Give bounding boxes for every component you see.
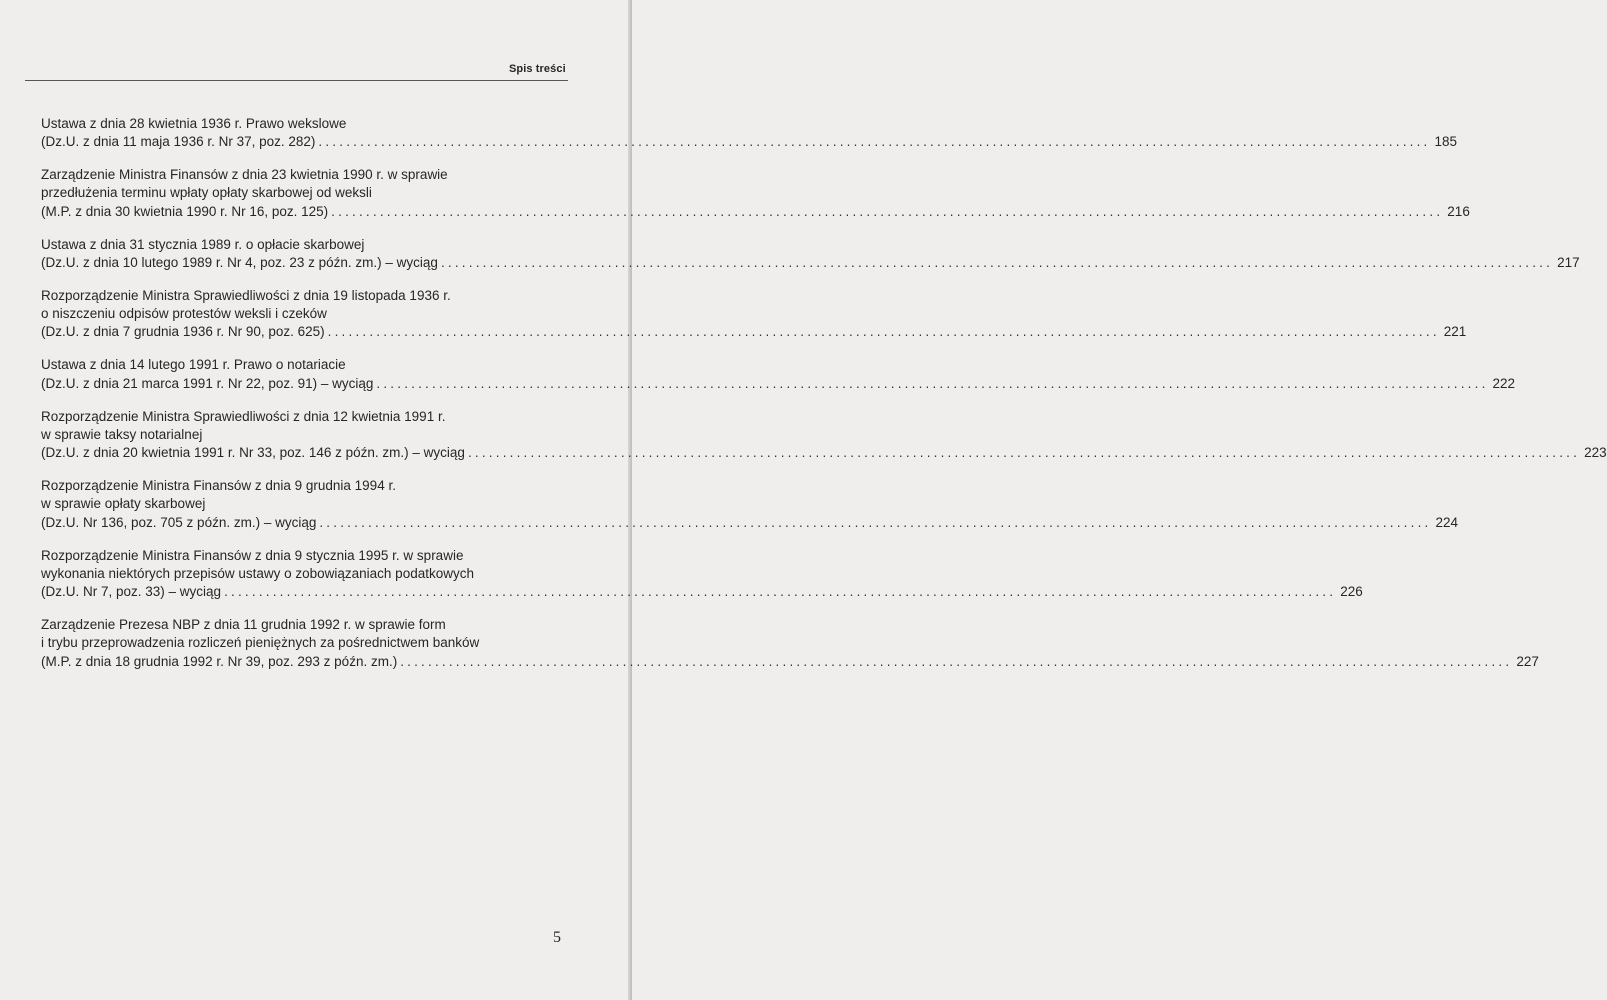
toc-entry-title-line: w sprawie taksy notarialnej: [41, 426, 203, 442]
toc-entry-citation-row: [41, 514, 1459, 532]
dot-leader: ................................................................................................................................................................: [224, 584, 1337, 600]
dot-leader: ................................................................................................................................................................: [331, 203, 1444, 219]
toc-entry-citation-row: [41, 203, 1470, 221]
dot-leader: ................................................................................................................................................................: [400, 653, 1513, 669]
toc-entry-citation-row: [41, 444, 1607, 462]
toc-entry-citation-row: [41, 323, 1467, 341]
toc-entry-page: 221: [1443, 324, 1467, 340]
toc-entry-title-line: Ustawa z dnia 31 stycznia 1989 r. o opłacie skarbowej: [41, 236, 365, 252]
toc-entry-page: 227: [1516, 653, 1539, 669]
toc-entry-citation: (M.P. z dnia 30 kwietnia 1990 r. Nr 16, poz. 125): [41, 203, 329, 219]
toc-entry-title-line: przedłużenia terminu wpłaty opłaty skarbowej od weksli: [41, 185, 372, 201]
toc-entry-citation: (M.P. z dnia 18 grudnia 1992 r. Nr 39, poz. 293 z późn. zm.): [41, 653, 398, 669]
toc-entry: [41, 477, 1459, 532]
toc-entry-citation-row: [41, 653, 1539, 671]
toc-entry: [41, 547, 1363, 602]
toc-entry: [41, 166, 1470, 221]
running-header: Spis treści: [509, 63, 566, 75]
dot-leader: ................................................................................................................................................................: [327, 324, 1440, 340]
toc-entry-page: 223: [1584, 445, 1607, 461]
toc-entry-citation: (Dz.U. Nr 136, poz. 705 z późn. zm.) – wyciąg: [41, 514, 317, 530]
toc-entry-title-line: Zarządzenie Prezesa NBP z dnia 11 grudnia 1992 r. w sprawie form: [41, 616, 446, 632]
toc-entry-page: 224: [1435, 514, 1459, 530]
dot-leader: ................................................................................................................................................................: [467, 445, 1581, 461]
toc-entry: [41, 287, 1467, 342]
toc-entry-title-line: w sprawie opłaty skarbowej: [41, 496, 206, 512]
dot-leader: ................................................................................................................................................................: [376, 375, 1489, 391]
toc-entry-citation: (Dz.U. z dnia 11 maja 1936 r. Nr 37, poz. 282): [41, 134, 316, 150]
dot-leader: ................................................................................................................................................................: [318, 134, 1431, 150]
toc-entry-citation: (Dz.U. z dnia 10 lutego 1989 r. Nr 4, poz. 23 z późn. zm.) – wyciąg: [41, 254, 438, 270]
toc-entry-citation: (Dz.U. z dnia 20 kwietnia 1991 r. Nr 33, poz. 146 z późn. zm.) – wyciąg: [41, 445, 465, 461]
toc-entry-citation-row: [41, 375, 1516, 393]
toc-entry-citation: (Dz.U. z dnia 7 grudnia 1936 r. Nr 90, poz. 625): [41, 324, 325, 340]
toc-entry-title-line: Rozporządzenie Ministra Sprawiedliwości z dnia 12 kwietnia 1991 r.: [41, 408, 446, 424]
table-of-contents: [41, 115, 1607, 685]
toc-entry-title-line: wykonania niektórych przepisów ustawy o zobowiązaniach podatkowych: [41, 565, 474, 581]
toc-entry-title-line: Rozporządzenie Ministra Finansów z dnia 9 stycznia 1995 r. w sprawie: [41, 547, 464, 563]
toc-entry-page: 185: [1434, 134, 1458, 150]
toc-entry-page: 216: [1447, 203, 1470, 219]
toc-entry: [41, 356, 1516, 393]
toc-entry-citation-row: [41, 254, 1580, 272]
toc-entry-title-line: Rozporządzenie Ministra Finansów z dnia 9 grudnia 1994 r.: [41, 478, 396, 494]
toc-entry-page: 217: [1557, 254, 1580, 270]
toc-entry-page: 226: [1340, 584, 1363, 600]
toc-entry: [41, 616, 1539, 671]
toc-entry-citation: (Dz.U. Nr 7, poz. 33) – wyciąg: [41, 584, 222, 600]
toc-entry-citation-row: [41, 133, 1458, 151]
toc-entry-title-line: Ustawa z dnia 28 kwietnia 1936 r. Prawo wekslowe: [41, 116, 347, 131]
toc-entry-title-line: Zarządzenie Ministra Finansów z dnia 23 kwietnia 1990 r. w sprawie: [41, 167, 448, 183]
dot-leader: ................................................................................................................................................................: [440, 254, 1554, 270]
toc-entry-title-line: Ustawa z dnia 14 lutego 1991 r. Prawo o notariacie: [41, 357, 346, 373]
toc-entry: [41, 408, 1607, 463]
header-rule: [25, 80, 568, 81]
toc-entry-citation-row: [41, 583, 1363, 601]
toc-entry-citation: (Dz.U. z dnia 21 marca 1991 r. Nr 22, poz. 91) – wyciąg: [41, 375, 374, 391]
toc-entry-title-line: Rozporządzenie Ministra Sprawiedliwości z dnia 19 listopada 1936 r.: [41, 287, 451, 303]
toc-entry: [41, 236, 1580, 273]
toc-entry-title-line: o niszczeniu odpisów protestów weksli i czeków: [41, 306, 327, 322]
toc-entry-title-line: i trybu przeprowadzenia rozliczeń pieniężnych za pośrednictwem banków: [41, 635, 480, 651]
toc-entry-page: 222: [1492, 375, 1516, 391]
dot-leader: ................................................................................................................................................................: [319, 514, 1432, 530]
page-number: 5: [553, 929, 561, 946]
toc-entry: [41, 115, 1458, 152]
